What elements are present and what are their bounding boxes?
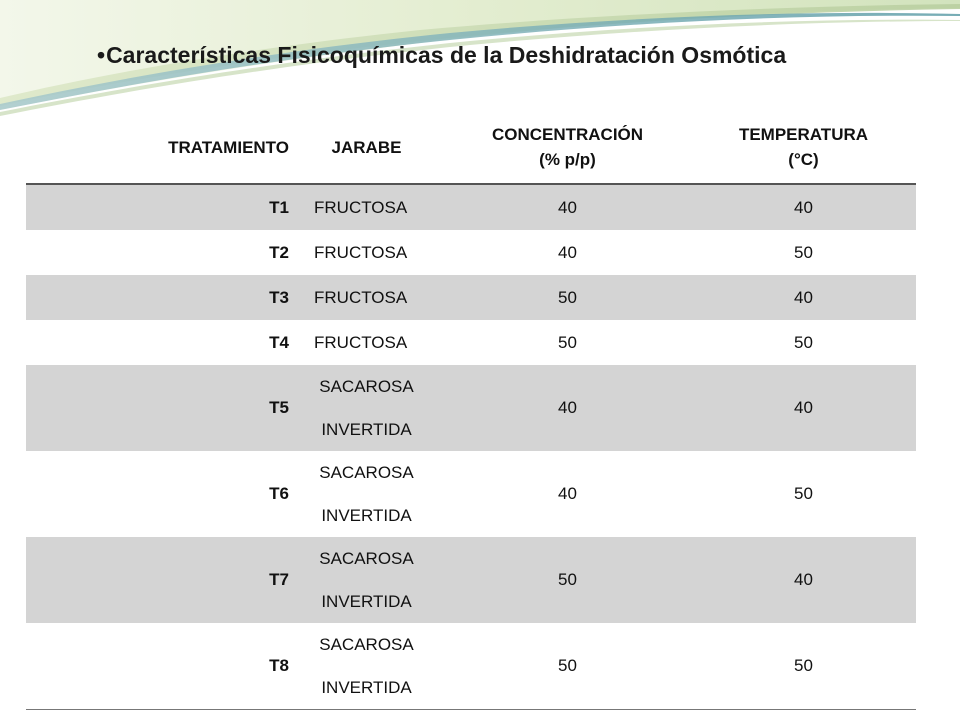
- cell-temperatura: 40: [691, 275, 916, 320]
- cell-temperatura: 50: [794, 484, 813, 503]
- cell-tratamiento: T3: [26, 275, 289, 320]
- cell-tratamiento: T2: [269, 242, 289, 262]
- cell-temperatura: 40: [691, 184, 916, 230]
- cell-tratamiento: T7: [26, 537, 289, 623]
- header-concentracion-line1: CONCENTRACIÓN: [491, 125, 644, 145]
- cell-jarabe: [289, 365, 444, 451]
- table-row: [26, 451, 916, 537]
- table-header-row: [26, 113, 916, 184]
- cell-concentracion: 50: [558, 332, 577, 352]
- cell-jarabe: [289, 537, 444, 623]
- cell-concentracion: 50: [444, 275, 691, 320]
- jarabe-line2: INVERTIDA: [321, 592, 412, 611]
- header-temperatura-line2: (°C): [788, 150, 819, 169]
- treatments-table: [26, 113, 916, 710]
- title-bullet: •: [97, 42, 106, 68]
- table-row: [26, 537, 916, 623]
- cell-tratamiento: T6: [269, 484, 289, 503]
- header-concentracion-line2: (% p/p): [539, 150, 596, 169]
- cell-temperatura: 50: [794, 242, 813, 262]
- cell-temperatura: 50: [794, 332, 813, 352]
- cell-jarabe: FRUCTOSA: [314, 332, 408, 352]
- header-jarabe: JARABE: [289, 113, 444, 184]
- cell-jarabe: FRUCTOSA: [289, 275, 444, 320]
- table-row: [26, 230, 916, 275]
- cell-concentracion: 50: [444, 623, 691, 710]
- table-row: [26, 320, 916, 365]
- cell-temperatura: 50: [691, 623, 916, 710]
- jarabe-line2: INVERTIDA: [321, 506, 412, 525]
- cell-temperatura: 40: [691, 365, 916, 451]
- cell-concentracion: 40: [444, 184, 691, 230]
- cell-jarabe: FRUCTOSA: [289, 184, 444, 230]
- title-text: Características Fisicoquímicas de la Deshidratación Osmótica: [106, 42, 787, 68]
- cell-jarabe: [289, 623, 444, 710]
- cell-concentracion: 50: [444, 537, 691, 623]
- header-temperatura-line1: TEMPERATURA: [738, 125, 869, 145]
- table-row: [26, 184, 916, 230]
- cell-tratamiento: T8: [26, 623, 289, 710]
- header-tratamiento: TRATAMIENTO: [26, 113, 289, 184]
- cell-concentracion: 40: [444, 365, 691, 451]
- cell-concentracion: 40: [558, 484, 577, 503]
- table-row: [26, 275, 916, 320]
- cell-tratamiento: T4: [269, 332, 289, 352]
- cell-tratamiento: T1: [26, 184, 289, 230]
- jarabe-line2: INVERTIDA: [321, 678, 412, 697]
- header-concentracion: [444, 113, 691, 184]
- jarabe-line1: SACAROSA: [319, 549, 414, 568]
- table-row: [26, 365, 916, 451]
- cell-temperatura: 40: [691, 537, 916, 623]
- cell-tratamiento: T5: [26, 365, 289, 451]
- cell-jarabe: [289, 451, 444, 537]
- jarabe-line1: SACAROSA: [319, 635, 414, 654]
- cell-jarabe: FRUCTOSA: [314, 242, 408, 262]
- jarabe-line1: SACAROSA: [319, 377, 414, 396]
- jarabe-line1: SACAROSA: [319, 463, 414, 482]
- cell-concentracion: 40: [558, 242, 577, 262]
- jarabe-line2: INVERTIDA: [321, 420, 412, 439]
- table-row: [26, 623, 916, 710]
- header-temperatura: [691, 113, 916, 184]
- slide-title: [97, 42, 947, 69]
